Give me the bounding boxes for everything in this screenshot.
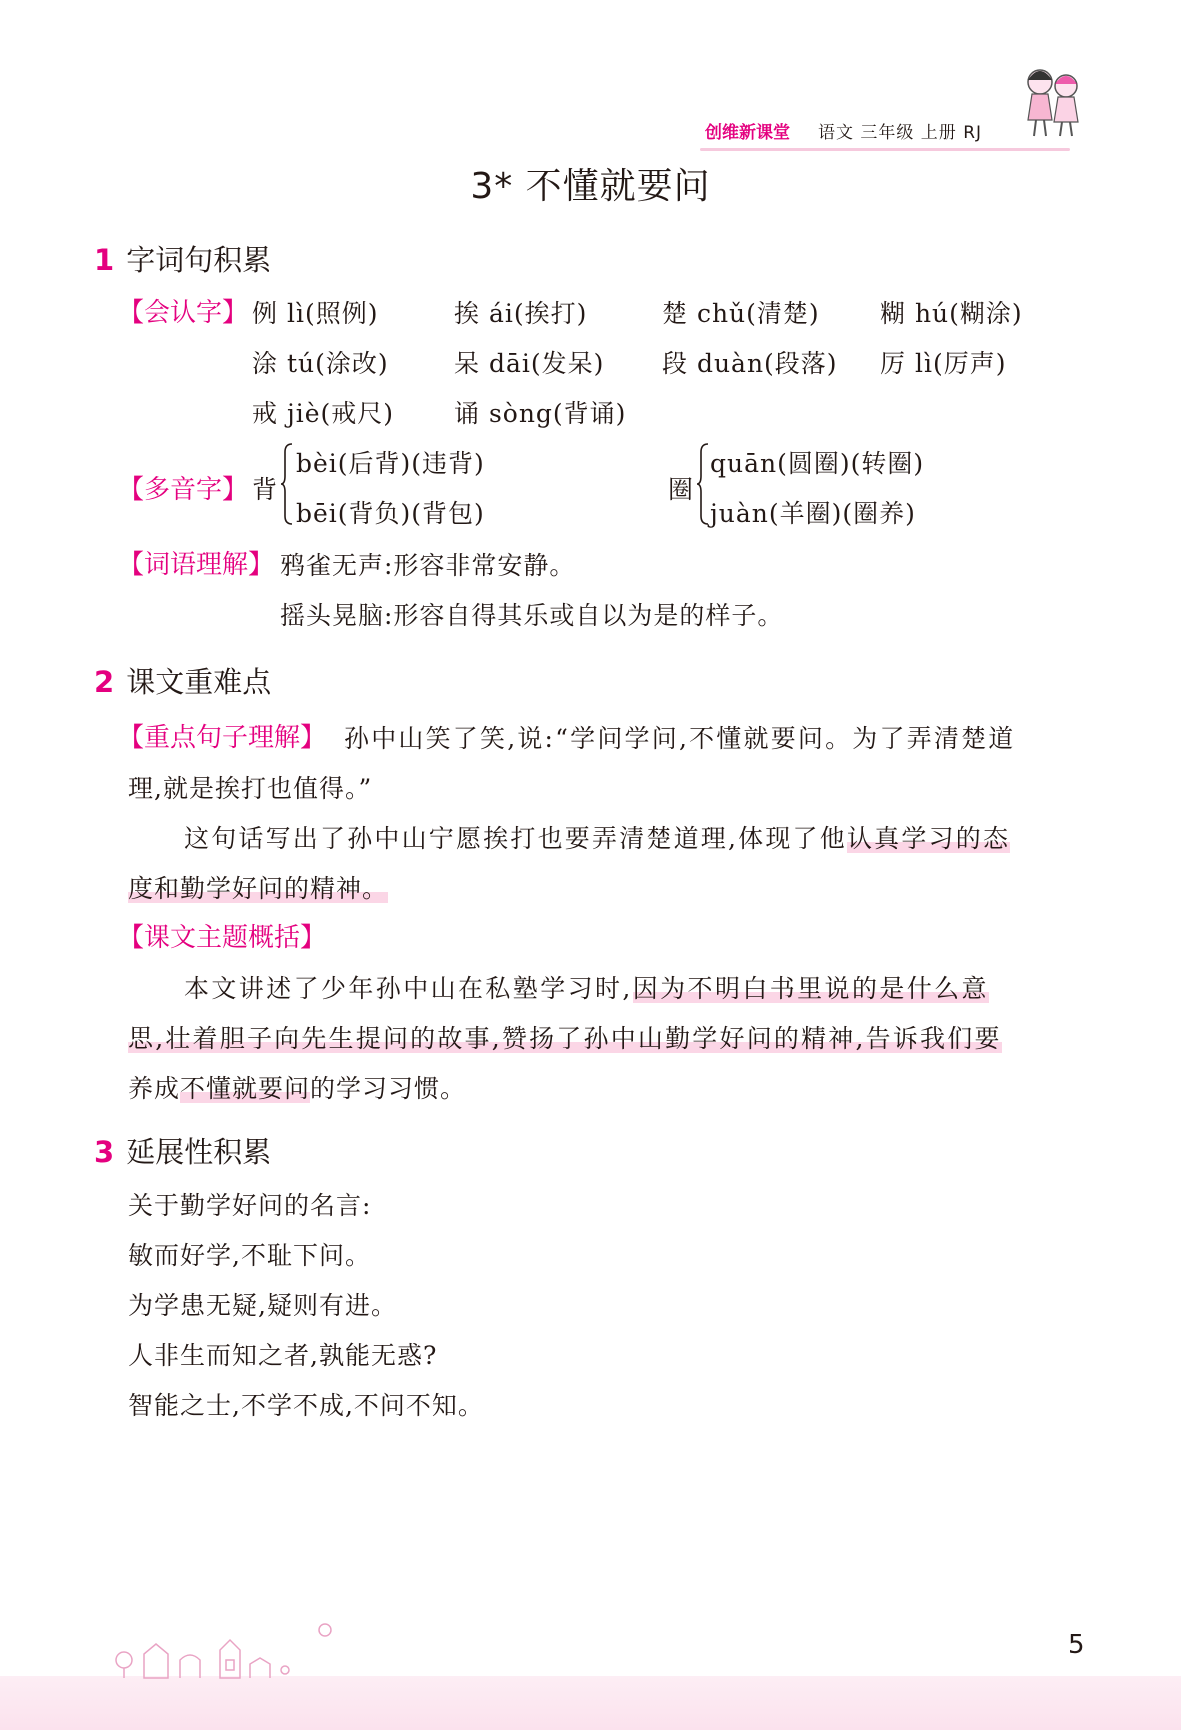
char-item: 呆 dāi(发呆) (454, 349, 605, 378)
page-header (640, 60, 1100, 155)
quote-item: 智能之士,不学不成,不问不知。 (128, 1391, 484, 1420)
theme-part: 本文讲述了少年孙中山在私塾学习时, (184, 974, 633, 1003)
section-2-heading (94, 660, 271, 701)
theme-part: 的学习习惯。 (310, 1074, 467, 1103)
theme-text (128, 1019, 1002, 1055)
section-number: 3 (94, 1135, 115, 1169)
footer-band (0, 1676, 1181, 1730)
char-item: 糊 hú(糊涂) (880, 299, 1023, 328)
highlighted-text: 不懂就要问 (180, 1074, 311, 1103)
word-definition: 鸦雀无声:形容非常安静。 (280, 551, 576, 580)
poly-char: 背 (252, 475, 279, 504)
lesson-title: 3* 不懂就要问 (470, 166, 711, 207)
series-name: 创维新课堂 (705, 123, 790, 143)
key-sentence: 孙中山笑了笑,说:“学问学问,不懂就要问。为了弄清楚道 (344, 724, 1016, 753)
quote-item: 为学患无疑,疑则有进。 (128, 1291, 397, 1320)
brace-icon (280, 442, 294, 526)
highlighted-text: 度和勤学好问的精神。 (128, 874, 389, 903)
label-zhuti: 【课文主题概括】 (118, 923, 327, 953)
section-number: 1 (94, 243, 115, 277)
section-title: 课文重难点 (126, 665, 272, 699)
char-item: 厉 lì(厉声) (880, 349, 1007, 378)
label-duoyinzi: 【多音字】 (118, 475, 249, 505)
explanation-text (184, 819, 1010, 855)
children-illustration (1010, 60, 1090, 140)
quote-item: 敏而好学,不耻下问。 (128, 1241, 371, 1270)
subject-info: 语文 三年级 上册 RJ (818, 123, 983, 143)
section-title: 字词句积累 (126, 243, 272, 277)
theme-part: 养成 (128, 1074, 181, 1103)
highlighted-text: 思,壮着胆子向先生提问的故事,赞扬了孙中山勤学好问的精神,告诉我们要 (128, 1024, 1002, 1053)
quote-item: 人非生而知之者,孰能无惑? (128, 1341, 438, 1370)
poly-char: 圈 (668, 475, 695, 504)
char-item: 例 lì(照例) (252, 299, 379, 328)
section-1-heading (94, 238, 271, 279)
quotes-intro: 关于勤学好问的名言: (128, 1191, 372, 1220)
char-item: 楚 chǔ(清楚) (662, 299, 820, 328)
section-title: 延展性积累 (126, 1135, 272, 1169)
explanation-text (128, 869, 388, 905)
label-huirenzi: 【会认字】 (118, 298, 249, 328)
poly-reading: juàn(羊圈)(圈养) (710, 499, 916, 528)
char-item: 诵 sòng(背诵) (454, 399, 627, 428)
label-ciyu: 【词语理解】 (118, 550, 275, 580)
label-zhongdian: 【重点句子理解】 (118, 723, 327, 753)
key-sentence: 理,就是挨打也值得。” (128, 774, 373, 803)
highlighted-text: 认真学习的态 (846, 824, 1011, 853)
theme-text (128, 1069, 466, 1105)
house-decoration-icon (110, 1620, 370, 1680)
highlighted-text: 因为不明白书里说的是什么意 (632, 974, 989, 1003)
brace-icon (696, 442, 710, 526)
section-3-heading (94, 1130, 271, 1171)
page-number: 5 (1068, 1630, 1085, 1660)
poly-reading: bēi(背负)(背包) (296, 499, 485, 528)
char-item: 挨 ái(挨打) (454, 299, 588, 328)
word-definition: 摇头晃脑:形容自得其乐或自以为是的样子。 (280, 601, 784, 630)
poly-reading: bèi(后背)(违背) (296, 449, 485, 478)
header-divider (700, 148, 1070, 151)
char-item: 涂 tú(涂改) (252, 349, 389, 378)
explanation-part: 这句话写出了孙中山宁愿挨打也要弄清楚道理,体现了他 (184, 824, 847, 853)
char-item: 段 duàn(段落) (662, 349, 838, 378)
theme-text (184, 969, 989, 1005)
section-number: 2 (94, 665, 115, 699)
char-item: 戒 jiè(戒尺) (252, 399, 394, 428)
poly-reading: quān(圆圈)(转圈) (710, 449, 925, 478)
